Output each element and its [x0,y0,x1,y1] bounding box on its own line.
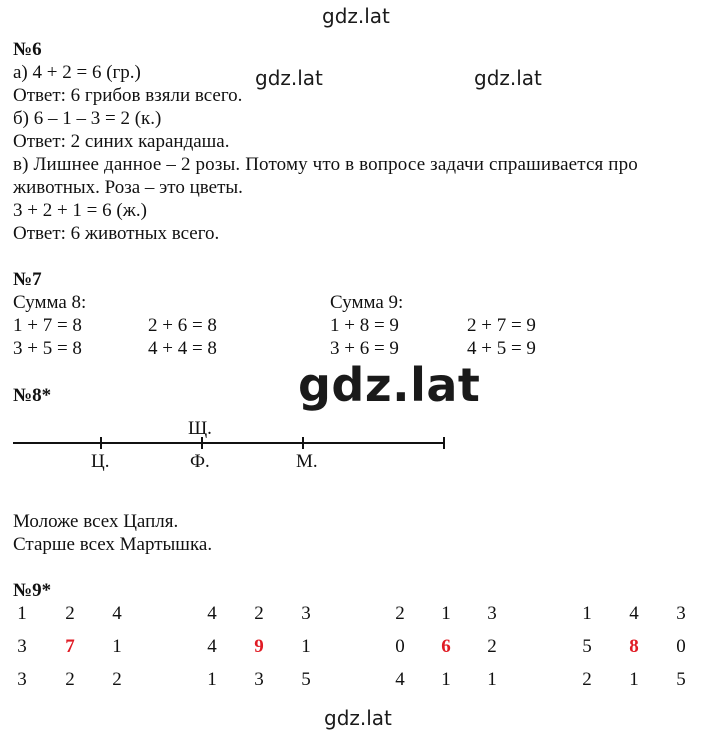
sum8-equation: 4 + 4 = 8 [148,338,217,359]
sum8-equation: 2 + 6 = 8 [148,315,217,336]
sum9-equation: 4 + 5 = 9 [467,338,536,359]
grid-cell: 2 [65,603,75,624]
grid-cell: 2 [254,603,264,624]
grid-cell: 1 [441,603,451,624]
watermark: gdz.lat [474,66,542,90]
task6-line: Ответ: 2 синих карандаша. [13,131,230,152]
watermark: gdz.lat [298,358,481,412]
grid-cell: 1 [487,669,497,690]
sum8-equation: 3 + 5 = 8 [13,338,82,359]
grid-cell-center: 8 [629,636,639,657]
grid-cell-center: 9 [254,636,264,657]
watermark: gdz.lat [322,4,390,28]
sum9-label: Сумма 9: [330,292,404,313]
grid-cell: 0 [676,636,686,657]
task6-line: б) 6 – 1 – 3 = 2 (к.) [13,108,162,129]
task6-line: 3 + 2 + 1 = 6 (ж.) [13,200,147,221]
sum9-equation: 3 + 6 = 9 [330,338,399,359]
grid-cell: 3 [254,669,264,690]
grid-cell: 3 [301,603,311,624]
sum9-equation: 1 + 8 = 9 [330,315,399,336]
sum9-equation: 2 + 7 = 9 [467,315,536,336]
grid-cell-center: 6 [441,636,451,657]
grid-cell: 3 [676,603,686,624]
grid-cell: 1 [582,603,592,624]
grid-cell: 1 [207,669,217,690]
task9-heading: №9* [13,580,52,601]
grid-cell: 3 [17,636,27,657]
task6-line: в) Лишнее данное – 2 розы. Потому что в вопросе задачи спрашивается про [13,154,638,175]
grid-cell-center: 7 [65,636,75,657]
task8-heading: №8* [13,385,52,406]
task8-answer: Старше всех Мартышка. [13,534,213,555]
grid-cell: 3 [487,603,497,624]
grid-cell: 1 [629,669,639,690]
grid-cell: 5 [582,636,592,657]
grid-cell: 5 [301,669,311,690]
grid-cell: 1 [441,669,451,690]
number-line-label: Ц. [91,451,110,472]
sum8-equation: 1 + 7 = 8 [13,315,82,336]
grid-cell: 4 [629,603,639,624]
task6-line: Ответ: 6 грибов взяли всего. [13,85,243,106]
task6-line: Ответ: 6 животных всего. [13,223,220,244]
grid-cell: 1 [301,636,311,657]
watermark: gdz.lat [324,706,392,730]
task8-answer: Моложе всех Цапля. [13,511,179,532]
grid-cell: 3 [17,669,27,690]
grid-cell: 2 [582,669,592,690]
watermark: gdz.lat [255,66,323,90]
number-line [13,432,445,472]
grid-cell: 4 [207,603,217,624]
grid-cell: 2 [65,669,75,690]
number-line-label: М. [296,451,318,472]
number-line-label: Щ. [188,418,212,439]
task6-line: животных. Роза – это цветы. [13,177,243,198]
grid-cell: 2 [395,603,405,624]
grid-cell: 4 [112,603,122,624]
grid-cell: 1 [17,603,27,624]
grid-cell: 0 [395,636,405,657]
grid-cell: 4 [207,636,217,657]
grid-cell: 5 [676,669,686,690]
grid-cell: 2 [112,669,122,690]
task6-heading: №6 [13,39,42,60]
task7-heading: №7 [13,269,42,290]
grid-cell: 2 [487,636,497,657]
sum8-label: Сумма 8: [13,292,87,313]
grid-cell: 1 [112,636,122,657]
task6-line: а) 4 + 2 = 6 (гр.) [13,62,141,83]
number-line-label: Ф. [190,451,210,472]
grid-cell: 4 [395,669,405,690]
